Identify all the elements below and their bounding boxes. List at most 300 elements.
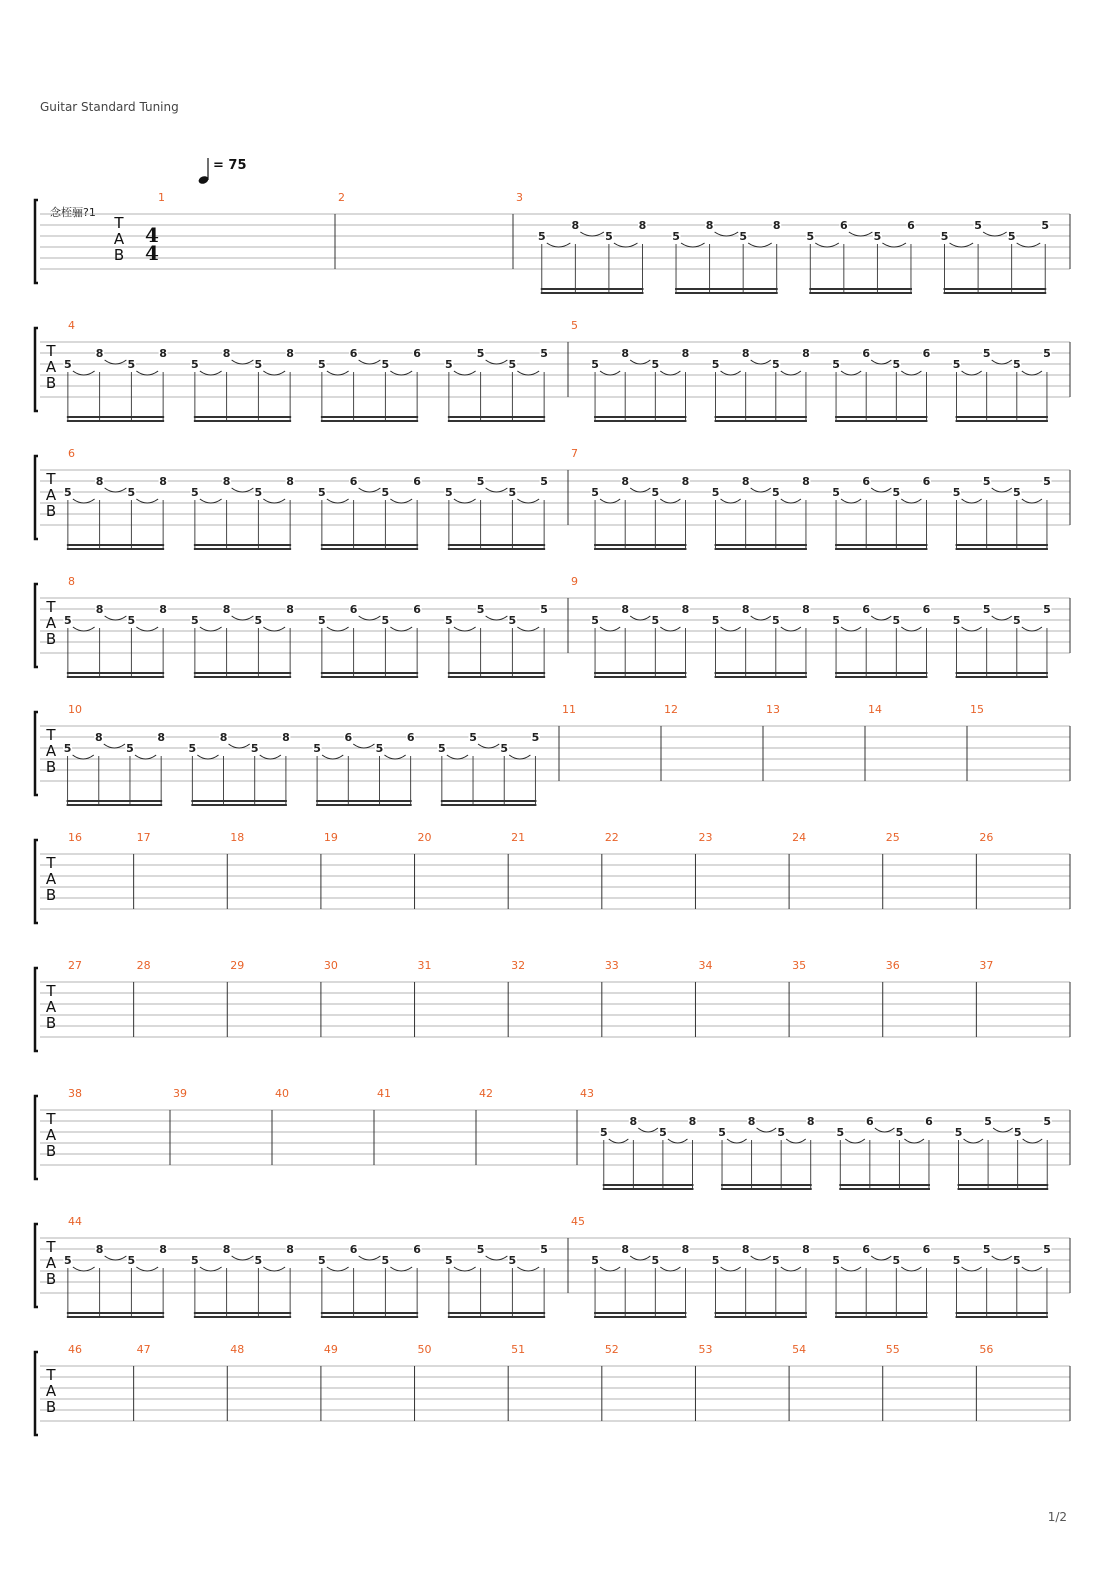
fret-number: 6 (922, 475, 931, 488)
measure-45-notes (591, 1243, 1052, 1317)
slur (580, 232, 604, 236)
slur (992, 360, 1012, 364)
system-bracket (35, 200, 38, 283)
measure-5-notes (591, 347, 1052, 421)
slur (1023, 1139, 1043, 1143)
fret-number: 5 (508, 614, 517, 627)
fret-number: 5 (500, 742, 509, 755)
fret-number: 5 (254, 486, 263, 499)
fret-number: 5 (832, 486, 840, 499)
fret-number: 8 (681, 475, 690, 488)
tab-clef-letter: T (46, 598, 56, 616)
fret-number: 5 (832, 1254, 840, 1267)
fret-number: 6 (413, 603, 421, 616)
tab-clef-letter: A (45, 486, 57, 504)
fret-number: 8 (802, 603, 810, 616)
slur (547, 243, 571, 247)
fret-number: 8 (802, 347, 810, 360)
fret-number: 5 (892, 358, 901, 371)
slur (327, 371, 349, 375)
fret-number: 6 (413, 1243, 421, 1256)
fret-number: 5 (191, 614, 199, 627)
system-bracket (35, 456, 38, 539)
fret-number: 5 (836, 1126, 845, 1139)
fret-number: 5 (254, 614, 263, 627)
slur (486, 616, 508, 620)
fret-number: 5 (250, 742, 259, 755)
slur (875, 1128, 895, 1132)
fret-number: 5 (64, 614, 72, 627)
fret-number: 5 (381, 614, 390, 627)
slur (197, 755, 218, 759)
slur (486, 360, 508, 364)
measure-number: 27 (68, 959, 82, 972)
slur (630, 360, 650, 364)
slur (263, 499, 285, 503)
measure-7-notes (591, 475, 1052, 549)
fret-number: 8 (222, 1243, 231, 1256)
measure-10-notes (63, 731, 540, 805)
tab-clef-letter: A (45, 358, 57, 376)
fret-number: 5 (540, 1243, 548, 1256)
slur (200, 371, 222, 375)
tab-clef-letter: B (45, 1142, 57, 1160)
fret-number: 8 (688, 1115, 697, 1128)
slur (871, 616, 891, 620)
slur (638, 1128, 658, 1132)
fret-number: 8 (159, 347, 167, 360)
fret-number: 5 (1043, 603, 1051, 616)
measure-number: 55 (885, 1343, 900, 1356)
fret-number: 5 (651, 614, 660, 627)
fret-number: 5 (1012, 486, 1021, 499)
fret-number: 5 (1012, 614, 1021, 627)
slur (962, 627, 982, 631)
fret-number: 5 (188, 742, 197, 755)
slur (600, 499, 620, 503)
slur (390, 499, 412, 503)
slur (630, 488, 650, 492)
measure-number: 49 (323, 1343, 338, 1356)
fret-number: 5 (1012, 358, 1021, 371)
system-bracket (35, 1352, 38, 1435)
fret-number: 5 (718, 1126, 726, 1139)
measure-number: 25 (885, 831, 900, 844)
tab-clef-letter: B (45, 1398, 57, 1416)
measure-number: 44 (68, 1215, 82, 1228)
fret-number: 5 (64, 1254, 72, 1267)
slur (478, 744, 499, 748)
tab-clef-letter: A (45, 870, 57, 888)
slur (901, 371, 921, 375)
fret-number: 8 (741, 475, 750, 488)
slur (327, 627, 349, 631)
slur (660, 627, 680, 631)
fret-number: 6 (406, 731, 415, 744)
fret-number: 8 (286, 1243, 294, 1256)
slur (901, 627, 921, 631)
fret-number: 5 (1041, 219, 1050, 232)
slur (983, 232, 1007, 236)
tab-clef-letter: A (113, 230, 125, 248)
fret-number: 5 (191, 486, 199, 499)
tab-clef-letter: B (45, 1270, 57, 1288)
fret-number: 5 (469, 731, 477, 744)
fret-number: 8 (621, 1243, 630, 1256)
fret-number: 5 (445, 486, 453, 499)
slur (200, 627, 222, 631)
fret-number: 5 (659, 1126, 667, 1139)
time-signature-numerator: 4 (145, 223, 159, 247)
fret-number: 8 (286, 347, 294, 360)
fret-number: 8 (638, 219, 647, 232)
fret-number: 5 (739, 230, 747, 243)
measure-number: 14 (868, 703, 882, 716)
measure-number: 16 (68, 831, 82, 844)
fret-number: 5 (1013, 1126, 1022, 1139)
slur (992, 488, 1012, 492)
slur (715, 232, 739, 236)
tab-system (35, 447, 1070, 549)
fret-number: 5 (127, 614, 136, 627)
fret-number: 8 (621, 347, 630, 360)
measure-number: 52 (604, 1343, 619, 1356)
measure-number: 43 (580, 1087, 594, 1100)
slur (781, 627, 801, 631)
fret-number: 5 (508, 1254, 517, 1267)
measure-number: 4 (68, 319, 75, 332)
measure-number: 22 (604, 831, 619, 844)
slur (105, 488, 127, 492)
slur (327, 499, 349, 503)
fret-number: 5 (777, 1126, 785, 1139)
fret-number: 8 (741, 603, 750, 616)
slur (962, 499, 982, 503)
time-signature-denominator: 4 (145, 241, 159, 265)
fret-number: 6 (349, 1243, 358, 1256)
fret-number: 5 (540, 475, 548, 488)
system-bracket (35, 328, 38, 411)
slur (849, 232, 873, 236)
slur (727, 1139, 747, 1143)
slur (950, 243, 974, 247)
slur (260, 755, 281, 759)
slur (454, 371, 476, 375)
fret-number: 5 (191, 358, 199, 371)
measure-6-notes (63, 475, 548, 549)
measure-number: 34 (698, 959, 713, 972)
tab-clef-letter: A (45, 1382, 57, 1400)
fret-number: 5 (476, 475, 485, 488)
fret-number: 5 (126, 742, 134, 755)
fret-number: 8 (681, 1243, 690, 1256)
fret-number: 5 (1012, 1254, 1021, 1267)
tab-system (35, 1087, 1070, 1189)
fret-number: 8 (219, 731, 228, 744)
system-bracket (35, 584, 38, 667)
slur (232, 1256, 254, 1260)
fret-number: 5 (375, 742, 384, 755)
slur (384, 755, 405, 759)
measure-number: 10 (68, 703, 82, 716)
slur (660, 371, 680, 375)
fret-number: 5 (438, 742, 446, 755)
measure-number: 6 (68, 447, 75, 460)
fret-number: 5 (771, 1254, 780, 1267)
fret-number: 5 (974, 219, 982, 232)
fret-number: 8 (95, 603, 104, 616)
fret-number: 6 (413, 475, 421, 488)
measure-number: 37 (979, 959, 994, 972)
fret-number: 5 (873, 230, 882, 243)
measure-number: 21 (511, 831, 526, 844)
fret-number: 8 (772, 219, 781, 232)
slur (105, 360, 127, 364)
fret-number: 5 (1007, 230, 1016, 243)
fret-number: 5 (1043, 1243, 1051, 1256)
slur (751, 488, 771, 492)
measure-number: 19 (323, 831, 338, 844)
fret-number: 8 (222, 475, 231, 488)
slur (322, 755, 343, 759)
slur (200, 499, 222, 503)
tab-clef-letter: B (45, 1014, 57, 1032)
slur (454, 1267, 476, 1271)
slur (901, 1267, 921, 1271)
tab-clef-letter: T (114, 214, 124, 232)
measure-number: 18 (230, 831, 245, 844)
fret-number: 5 (672, 230, 680, 243)
slur (721, 499, 741, 503)
fret-number: 5 (64, 486, 72, 499)
fret-number: 5 (540, 347, 548, 360)
fret-number: 5 (591, 1254, 599, 1267)
fret-number: 6 (922, 603, 931, 616)
fret-number: 5 (508, 358, 517, 371)
fret-number: 5 (892, 486, 901, 499)
system-bracket (35, 968, 38, 1051)
slur (232, 488, 254, 492)
slur (630, 616, 650, 620)
measure-number: 46 (68, 1343, 82, 1356)
slur (200, 1267, 222, 1271)
tab-clef-letter: B (45, 374, 57, 392)
measure-8-notes (63, 603, 548, 677)
fret-number: 5 (832, 358, 840, 371)
slur (73, 755, 94, 759)
tab-system (35, 1343, 1070, 1435)
tab-system (35, 575, 1070, 677)
fret-number: 5 (318, 358, 326, 371)
tab-clef-letter: T (46, 726, 56, 744)
fret-number: 5 (952, 614, 961, 627)
slur (841, 371, 861, 375)
slur (263, 371, 285, 375)
fret-number: 5 (771, 614, 780, 627)
slur (359, 616, 381, 620)
fret-number: 5 (127, 358, 136, 371)
fret-number: 8 (157, 731, 165, 744)
slur (781, 499, 801, 503)
slur (845, 1139, 865, 1143)
slur (841, 499, 861, 503)
slur (73, 371, 95, 375)
fret-number: 6 (349, 347, 358, 360)
measure-44-notes (63, 1243, 548, 1317)
fret-number: 5 (191, 1254, 199, 1267)
slur (781, 371, 801, 375)
fret-number: 5 (381, 1254, 390, 1267)
fret-number: 5 (254, 358, 263, 371)
measure-number: 9 (571, 575, 578, 588)
fret-number: 5 (1043, 347, 1051, 360)
fret-number: 5 (318, 1254, 326, 1267)
fret-number: 6 (344, 731, 353, 744)
fret-number: 5 (63, 742, 72, 755)
tab-system (35, 959, 1070, 1051)
slur (901, 499, 921, 503)
fret-number: 8 (222, 603, 231, 616)
fret-number: 5 (476, 1243, 485, 1256)
fret-number: 5 (381, 486, 390, 499)
tab-system (35, 1215, 1070, 1317)
fret-number: 5 (895, 1126, 904, 1139)
slur (993, 1128, 1013, 1132)
fret-number: 5 (940, 230, 949, 243)
slur (105, 1256, 127, 1260)
fret-number: 5 (982, 347, 991, 360)
slur (105, 616, 127, 620)
fret-number: 8 (286, 603, 294, 616)
slur (104, 744, 125, 748)
slur (1022, 499, 1042, 503)
fret-number: 5 (537, 230, 546, 243)
slur (327, 1267, 349, 1271)
slur (751, 616, 771, 620)
measure-number: 48 (230, 1343, 245, 1356)
slur (136, 499, 158, 503)
fret-number: 6 (862, 603, 871, 616)
slur (359, 1256, 381, 1260)
slur (1022, 1267, 1042, 1271)
fret-number: 8 (95, 475, 104, 488)
slur (748, 243, 772, 247)
measure-number: 31 (417, 959, 432, 972)
slur (390, 1267, 412, 1271)
tab-clef-letter: A (45, 742, 57, 760)
slur (136, 627, 158, 631)
fret-number: 8 (629, 1115, 638, 1128)
fret-number: 5 (892, 614, 901, 627)
fret-number: 8 (741, 1243, 750, 1256)
tab-clef-letter: B (45, 630, 57, 648)
slur (359, 360, 381, 364)
tab-clef-letter: B (113, 246, 125, 264)
fret-number: 5 (651, 486, 660, 499)
system-bracket (35, 712, 38, 795)
fret-number: 6 (862, 475, 871, 488)
slur (73, 627, 95, 631)
fret-number: 8 (95, 347, 104, 360)
slur (815, 243, 839, 247)
measure-number: 24 (792, 831, 807, 844)
fret-number: 5 (318, 486, 326, 499)
slur (136, 1267, 158, 1271)
measure-number: 7 (571, 447, 578, 460)
slur (73, 1267, 95, 1271)
fret-number: 8 (681, 603, 690, 616)
tab-clef-letter: A (45, 1126, 57, 1144)
fret-number: 5 (599, 1126, 608, 1139)
measure-3-notes (537, 219, 1049, 293)
measure-number: 51 (511, 1343, 526, 1356)
slur (1022, 371, 1042, 375)
slur (486, 488, 508, 492)
track-name: 念桎骊?1 (50, 206, 96, 219)
fret-number: 8 (621, 603, 630, 616)
slur (882, 243, 906, 247)
fret-number: 8 (621, 475, 630, 488)
fret-number: 5 (651, 358, 660, 371)
slur (600, 1267, 620, 1271)
measure-number: 26 (979, 831, 994, 844)
fret-number: 5 (806, 230, 815, 243)
tempo-marking (198, 158, 247, 185)
fret-number: 8 (571, 219, 580, 232)
slur (232, 360, 254, 364)
slur (721, 371, 741, 375)
measure-number: 11 (562, 703, 576, 716)
fret-number: 6 (840, 219, 848, 232)
fret-number: 5 (1043, 1115, 1052, 1128)
slur (1022, 627, 1042, 631)
tab-clef-letter: T (46, 982, 56, 1000)
tab-clef-letter: T (46, 1110, 56, 1128)
measure-number: 56 (979, 1343, 994, 1356)
fret-number: 5 (954, 1126, 963, 1139)
slur (992, 616, 1012, 620)
tempo-value: = 75 (213, 158, 247, 173)
slur (517, 627, 539, 631)
fret-number: 8 (741, 347, 750, 360)
measure-number: 54 (792, 1343, 807, 1356)
fret-number: 5 (381, 358, 390, 371)
fret-number: 8 (681, 347, 690, 360)
measure-number: 33 (604, 959, 619, 972)
measure-number: 20 (417, 831, 432, 844)
measure-number: 41 (377, 1087, 391, 1100)
fret-number: 5 (771, 486, 780, 499)
fret-number: 5 (984, 1115, 992, 1128)
fret-number: 8 (705, 219, 714, 232)
slur (668, 1139, 688, 1143)
tab-clef-letter: A (45, 1254, 57, 1272)
slur (486, 1256, 508, 1260)
fret-number: 5 (711, 614, 720, 627)
fret-number: 5 (64, 358, 72, 371)
fret-number: 5 (476, 347, 485, 360)
fret-number: 5 (508, 486, 517, 499)
measure-9-notes (591, 603, 1052, 677)
fret-number: 6 (922, 1243, 931, 1256)
fret-number: 5 (531, 731, 540, 744)
slur (721, 627, 741, 631)
measure-number: 3 (516, 191, 523, 204)
measure-number: 17 (136, 831, 151, 844)
slur (509, 755, 530, 759)
fret-number: 5 (771, 358, 780, 371)
tab-system (35, 319, 1070, 421)
